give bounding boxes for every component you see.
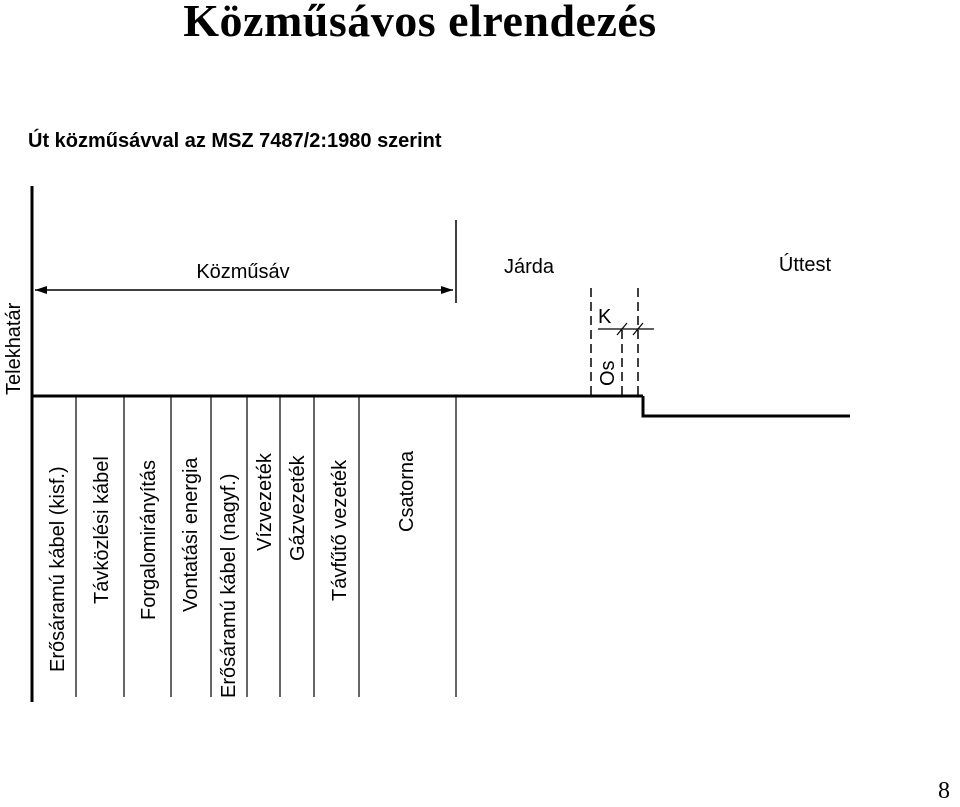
kozmusav-label: Közműsáv [196, 261, 290, 283]
utility-label-eroaramu-nagyf: Erősáramú kábel (nagyf.) [218, 473, 240, 698]
telekhatar-label: Telekhatár [3, 302, 25, 395]
page-number: 8 [938, 778, 950, 804]
utility-label-tavfuto-vezetek: Távfűtő vezeték [329, 459, 351, 601]
jarda-label: Járda [503, 256, 555, 278]
road-surface [643, 396, 850, 416]
utility-label-eroaramu-kisf: Erősáramú kábel (kisf.) [47, 466, 69, 672]
diagram-subtitle: Út közműsávval az MSZ 7487/2:1980 szerint [28, 130, 442, 152]
k-label: K [598, 306, 612, 328]
utility-label-tavkozlesi-kabel: Távközlési kábel [91, 456, 113, 604]
utility-label-forgalomiranyitas: Forgalomirányítás [138, 459, 160, 620]
page-title: Közműsávos elrendezés [183, 0, 657, 46]
utility-label-gazvezetek: Gázvezeték [287, 455, 309, 561]
utility-label-vizvezetek: Vízvezeték [254, 453, 276, 551]
uttest-label: Úttest [778, 254, 832, 276]
utility-label-csatorna: Csatorna [396, 450, 418, 532]
os-label: Os [597, 360, 619, 386]
utility-label-vontatasi-energia: Vontatási energia [180, 457, 202, 612]
